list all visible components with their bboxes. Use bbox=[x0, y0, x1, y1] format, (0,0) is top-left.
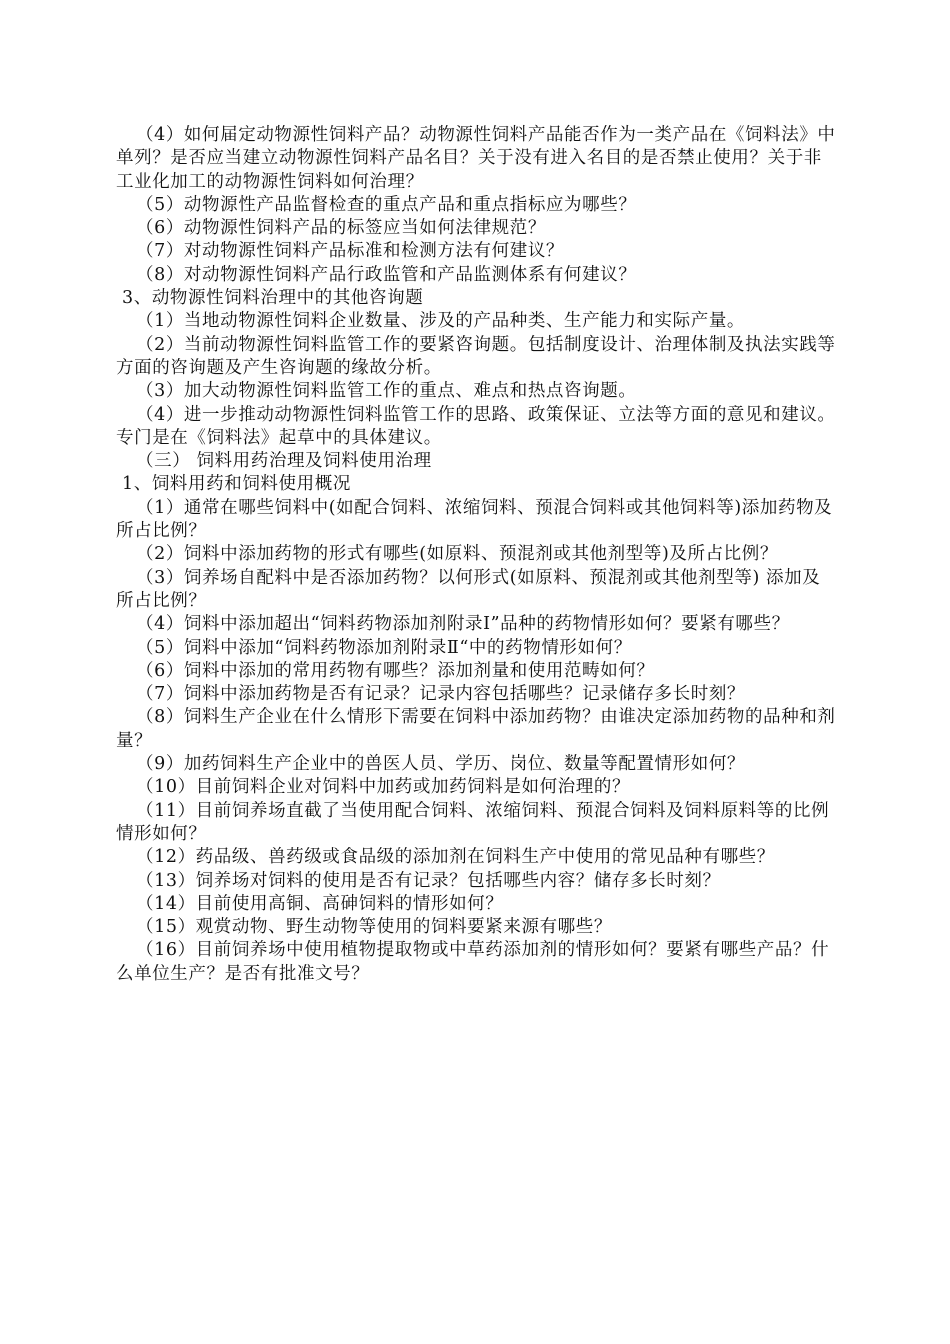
paragraph-usage-q16: （16）目前饲养场中使用植物提取物或中草药添加剂的情形如何？要紧有哪些产品？什么单位生产？是否有批准文号？ bbox=[116, 940, 830, 984]
document-body bbox=[116, 124, 836, 986]
paragraph-usage-q2: （2）饲料中添加药物的形式有哪些(如原料、预混剂或其他剂型等)及所占比例？ bbox=[136, 544, 778, 565]
paragraph-q4-definition: （4）如何届定动物源性饲料产品？动物源性饲料产品能否作为一类产品在《饲料法》中单列？是否应当建立动物源性饲料产品名目？关于没有进入名目的是否禁止使用？关于非工业化加工的动物源性饲料如何治理？ bbox=[116, 125, 836, 192]
section-heading-part-3: （三） 饲料用药治理及饲料使用治理 bbox=[136, 451, 432, 472]
paragraph-other-q2: （2）当前动物源性饲料监管工作的要紧咨询题。包括制度设计、治理体制及执法实践等方面的咨询题及产生咨询题的缘故分析。 bbox=[116, 334, 836, 378]
paragraph-q5-inspection: （5）动物源性产品监督检查的重点产品和重点指标应为哪些？ bbox=[136, 194, 637, 215]
paragraph-usage-q1: （1）通常在哪些饲料中(如配合饲料、浓缩饲料、预混合饲料或其他饲料等)添加药物及所占比例？ bbox=[116, 497, 833, 542]
paragraph-q6-labeling: （6）动物源性饲料产品的标签应当如何法律规范？ bbox=[136, 218, 546, 239]
paragraph-usage-q14: （14）目前使用高铜、高砷饲料的情形如何？ bbox=[136, 893, 504, 914]
paragraph-usage-q15: （15）观赏动物、野生动物等使用的饲料要紧来源有哪些？ bbox=[136, 917, 612, 938]
paragraph-usage-q4: （4）饲料中添加超出“饲料药物添加剂附录Ⅰ”品种的药物情形如何？要紧有哪些？ bbox=[136, 614, 790, 635]
paragraph-other-q4: （4）进一步推动动物源性饲料监管工作的思路、政策保证、立法等方面的意见和建议。专门是在《饲料法》起草中的具体建议。 bbox=[116, 404, 836, 448]
paragraph-usage-q10: （10）目前饲料企业对饲料中加药或加药饲料是如何治理的？ bbox=[136, 777, 631, 798]
paragraph-usage-q6: （6）饲料中添加的常用药物有哪些？添加剂量和使用范畴如何？ bbox=[136, 660, 655, 681]
paragraph-usage-q5: （5）饲料中添加“饲料药物添加剂附录Ⅱ“中的药物情形如何？ bbox=[136, 637, 632, 658]
paragraph-usage-q8: （8）饲料生产企业在什么情形下需要在饲料中添加药物？由谁决定添加药物的品种和剂量？ bbox=[116, 707, 836, 751]
paragraph-usage-q3: （3）饲养场自配料中是否添加药物？以何形式(如原料、预混剂或其他剂型等) 添加及所占比例？ bbox=[116, 567, 821, 611]
paragraph-usage-q13: （13）饲养场对饲料的使用是否有记录？包括哪些内容？储存多长时刻？ bbox=[136, 870, 721, 891]
paragraph-other-q1: （1）当地动物源性饲料企业数量、涉及的产品种类、生产能力和实际产量。 bbox=[136, 311, 746, 332]
paragraph-other-q3: （3）加大动物源性饲料监管工作的重点、难点和热点咨询题。 bbox=[136, 381, 637, 402]
paragraph-usage-q7: （7）饲料中添加药物是否有记录？记录内容包括哪些？记录储存多长时刻？ bbox=[136, 684, 746, 705]
paragraph-q8-supervision: （8）对动物源性饲料产品行政监管和产品监测体系有何建议？ bbox=[136, 264, 637, 285]
paragraph-q7-standards: （7）对动物源性饲料产品标准和检测方法有何建议？ bbox=[136, 241, 565, 262]
paragraph-usage-q11: （11）目前饲养场直截了当使用配合饲料、浓缩饲料、预混合饲料及饲料原料等的比例情形如何？ bbox=[116, 800, 830, 844]
section-heading-3: 3、动物源性饲料治理中的其他咨询题 bbox=[122, 288, 424, 309]
section-heading-1: 1、饲料用药和饲料使用概况 bbox=[122, 474, 351, 495]
paragraph-usage-q9: （9）加药饲料生产企业中的兽医人员、学历、岗位、数量等配置情形如何？ bbox=[136, 754, 746, 775]
paragraph-usage-q12: （12）药品级、兽药级或食品级的添加剂在饲料生产中使用的常见品种有哪些？ bbox=[136, 847, 775, 868]
